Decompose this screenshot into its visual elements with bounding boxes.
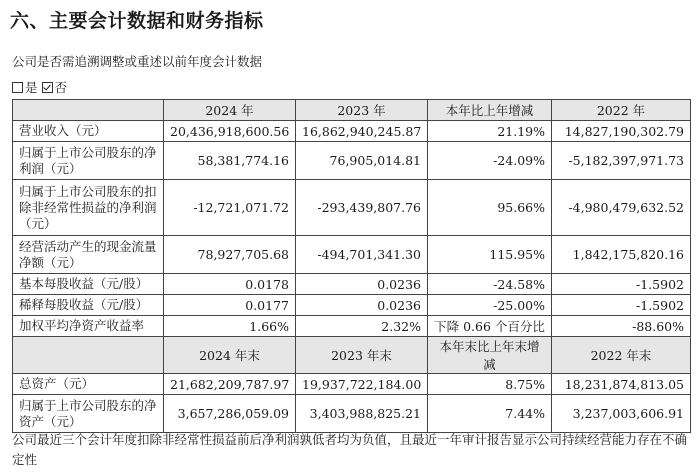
value-cell: -5,182,397,971.73 bbox=[552, 142, 691, 180]
header-cell bbox=[13, 337, 164, 374]
restatement-options bbox=[12, 78, 67, 96]
value-cell: 58,381,774.16 bbox=[164, 142, 296, 180]
checkbox-no-checked[interactable] bbox=[42, 82, 53, 93]
value-cell: 19,937,722,184.00 bbox=[296, 374, 428, 395]
restatement-question: 公司是否需追溯调整或重述以前年度会计数据 bbox=[12, 54, 263, 69]
row-label: 加权平均净资产收益率 bbox=[13, 316, 164, 337]
value-cell: 16,862,940,245.87 bbox=[296, 121, 428, 142]
going-concern-note: 公司最近三个会计年度扣除非经常性损益前后净利润孰低者均为负值，且最近一年审计报告显示公司持续经营能力存在不确定性 bbox=[12, 432, 688, 467]
header-cell: 2023 年 bbox=[296, 100, 428, 121]
value-cell: -12,721,071.72 bbox=[164, 180, 296, 236]
value-cell: 18,231,874,813.05 bbox=[552, 374, 691, 395]
value-cell: 0.0236 bbox=[296, 295, 428, 316]
row-label: 归属于上市公司股东的净利润（元） bbox=[13, 142, 164, 180]
value-cell: 76,905,014.81 bbox=[296, 142, 428, 180]
change-cell: -25.00% bbox=[428, 295, 552, 316]
change-cell: 7.44% bbox=[428, 395, 552, 433]
option-no-label: 否 bbox=[54, 80, 68, 95]
change-cell: -24.09% bbox=[428, 142, 552, 180]
value-cell: 78,927,705.68 bbox=[164, 236, 296, 274]
change-cell: 21.19% bbox=[428, 121, 552, 142]
row-label: 营业收入（元） bbox=[13, 121, 164, 142]
header-cell: 2022 年末 bbox=[552, 337, 691, 374]
row-label: 归属于上市公司股东的净资产（元） bbox=[13, 395, 164, 433]
table-row bbox=[13, 316, 691, 337]
value-cell: -88.60% bbox=[552, 316, 691, 337]
option-yes-label: 是 bbox=[25, 80, 38, 95]
row-label: 归属于上市公司股东的扣除非经常性损益的净利润（元） bbox=[13, 180, 164, 236]
header-cell: 2024 年末 bbox=[164, 337, 296, 374]
header-cell: 本年比上年增减 bbox=[428, 100, 552, 121]
change-cell: 95.66% bbox=[428, 180, 552, 236]
row-label: 经营活动产生的现金流量净额（元） bbox=[13, 236, 164, 274]
table-row bbox=[13, 236, 691, 274]
value-cell: -1.5902 bbox=[552, 274, 691, 295]
header-cell bbox=[13, 100, 164, 121]
change-cell: -24.58% bbox=[428, 274, 552, 295]
table-row bbox=[13, 180, 691, 236]
section-title: 六、主要会计数据和财务指标 bbox=[10, 10, 264, 32]
row-label: 稀释每股收益（元/股） bbox=[13, 295, 164, 316]
value-cell: 1,842,175,820.16 bbox=[552, 236, 691, 274]
header-cell: 本年末比上年末增减 bbox=[428, 337, 552, 374]
checkbox-yes[interactable] bbox=[12, 82, 23, 93]
value-cell: 3,403,988,825.21 bbox=[296, 395, 428, 433]
value-cell: 1.66% bbox=[164, 316, 296, 337]
value-cell: 20,436,918,600.56 bbox=[164, 121, 296, 142]
value-cell: 3,657,286,059.09 bbox=[164, 395, 296, 433]
change-cell: 115.95% bbox=[428, 236, 552, 274]
row-label: 总资产（元） bbox=[13, 374, 164, 395]
value-cell: -494,701,341.30 bbox=[296, 236, 428, 274]
financial-indicators-table bbox=[12, 99, 691, 433]
header-cell: 2024 年 bbox=[164, 100, 296, 121]
table-row bbox=[13, 274, 691, 295]
value-cell: -4,980,479,632.52 bbox=[552, 180, 691, 236]
value-cell: -293,439,807.76 bbox=[296, 180, 428, 236]
value-cell: 14,827,190,302.79 bbox=[552, 121, 691, 142]
table-row bbox=[13, 395, 691, 433]
table-row bbox=[13, 121, 691, 142]
row-label: 基本每股收益（元/股） bbox=[13, 274, 164, 295]
value-cell: 2.32% bbox=[296, 316, 428, 337]
change-cell: 8.75% bbox=[428, 374, 552, 395]
value-cell: 0.0178 bbox=[164, 274, 296, 295]
header-cell: 2023 年末 bbox=[296, 337, 428, 374]
value-cell: 21,682,209,787.97 bbox=[164, 374, 296, 395]
header-row-annual bbox=[13, 100, 691, 121]
table-row bbox=[13, 374, 691, 395]
value-cell: -1.5902 bbox=[552, 295, 691, 316]
change-cell: 下降 0.66 个百分比 bbox=[428, 316, 552, 337]
header-row-year-end bbox=[13, 337, 691, 374]
table-row bbox=[13, 295, 691, 316]
value-cell: 0.0236 bbox=[296, 274, 428, 295]
header-cell: 2022 年 bbox=[552, 100, 691, 121]
value-cell: 0.0177 bbox=[164, 295, 296, 316]
value-cell: 3,237,003,606.91 bbox=[552, 395, 691, 433]
table-row bbox=[13, 142, 691, 180]
